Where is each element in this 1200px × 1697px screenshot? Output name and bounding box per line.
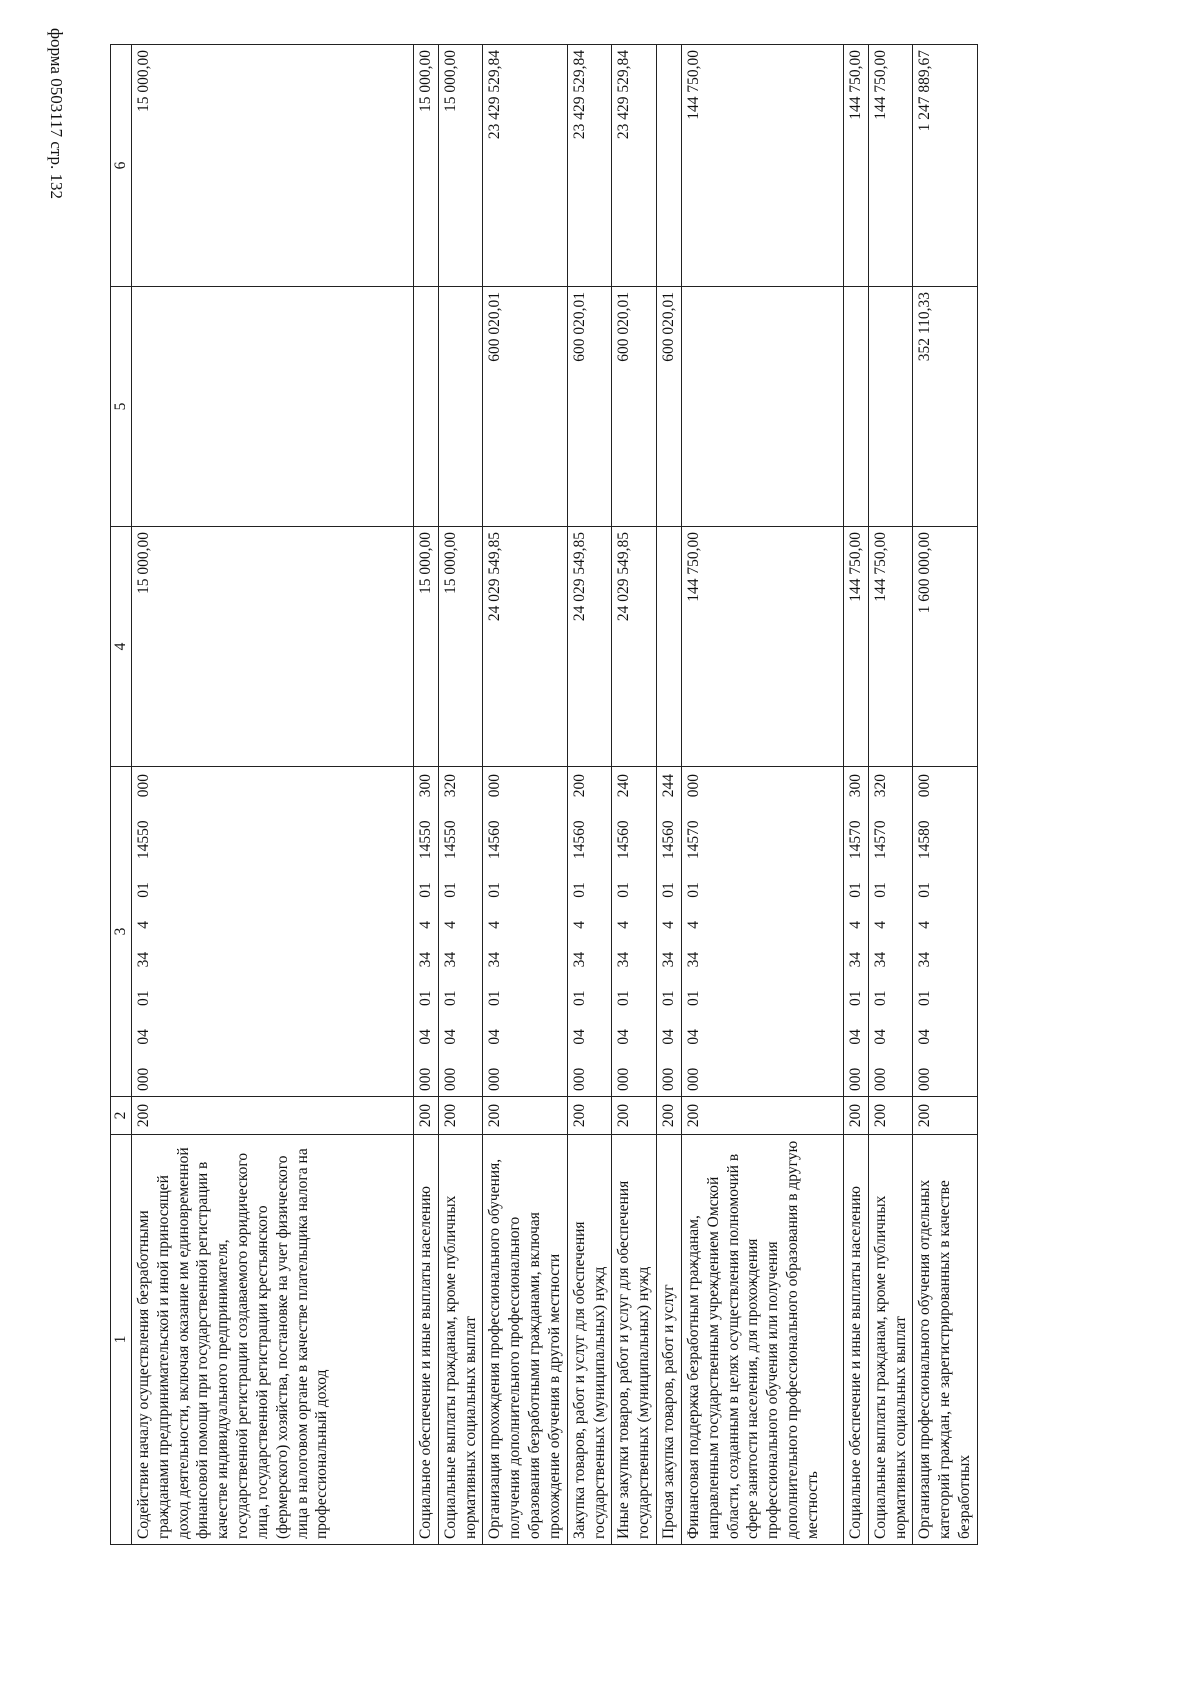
row-name: Организация прохождения профессионального обучения, получения дополнительного профессионального образования безработными гражданами, включая прохождение обучения в другой местности: [483, 1135, 567, 1545]
budget-table-wrapper: [110, 45, 1010, 1545]
classification-code-part: 244: [660, 774, 678, 798]
classification-code-part: 000: [486, 774, 504, 798]
classification-code-part: 320: [871, 774, 889, 798]
classification-code-part: 4: [846, 920, 864, 929]
classification-code-part: 240: [615, 774, 633, 798]
classification-code-part: 320: [441, 774, 459, 798]
classification-code-part: 34: [846, 951, 864, 968]
header-col-2: 2: [111, 1097, 132, 1135]
row-budget-classification: [438, 767, 483, 1097]
classification-code-part: 300: [846, 774, 864, 798]
classification-codes: [614, 772, 634, 1091]
classification-code-part: 04: [486, 1029, 504, 1045]
classification-code-part: 14570: [846, 820, 864, 860]
classification-code-part: 14580: [916, 820, 934, 860]
classification-code-part: 01: [441, 990, 459, 1006]
classification-codes: [915, 772, 935, 1091]
table-row: [868, 45, 913, 1545]
row-executed-amount: [438, 287, 483, 527]
row-line-code: 200: [567, 1097, 612, 1135]
classification-code-part: 01: [916, 990, 934, 1006]
row-executed-amount: 600 020,01: [657, 287, 682, 527]
classification-code-part: 000: [846, 1067, 864, 1091]
header-col-1: 1: [111, 1135, 132, 1545]
classification-code-part: 14560: [486, 820, 504, 860]
classification-code-part: 01: [417, 990, 434, 1006]
row-line-code: 200: [612, 1097, 657, 1135]
row-approved-amount: 24 029 549,85: [483, 527, 567, 767]
row-line-code: 200: [414, 1097, 439, 1135]
classification-code-part: 34: [684, 951, 702, 968]
classification-code-part: 14570: [684, 820, 702, 860]
classification-code-part: 01: [486, 882, 504, 898]
table-row: [612, 45, 657, 1545]
row-name: Финансовая поддержка безработным гражданам, направленным государственным учреждением Омской области, созданным в целях осуществления полномочий в сфере занятости населения, для прохождения профессионального обучения или получения дополнительного профессионального образования в другую местность: [681, 1135, 843, 1545]
table-row: [132, 45, 414, 1545]
row-name: Иные закупки товаров, работ и услуг для обеспечения государственных (муниципальных) нужд: [612, 1135, 657, 1545]
row-budget-classification: [414, 767, 439, 1097]
classification-code-part: 000: [660, 1067, 678, 1091]
row-unexecuted-amount: 23 429 529,84: [567, 45, 612, 287]
row-name: Прочая закупка товаров, работ и услуг: [657, 1135, 682, 1545]
row-approved-amount: 144 750,00: [868, 527, 913, 767]
row-executed-amount: [868, 287, 913, 527]
header-col-4: 4: [111, 527, 132, 767]
form-page-label: форма 0503117 стр. 132: [47, 28, 66, 199]
row-approved-amount: 15 000,00: [132, 527, 414, 767]
classification-code-part: 34: [916, 951, 934, 968]
classification-code-part: 01: [684, 990, 702, 1006]
row-budget-classification: [567, 767, 612, 1097]
classification-code-part: 000: [916, 774, 934, 798]
table-row: [438, 45, 483, 1545]
classification-code-part: 300: [417, 774, 434, 798]
classification-code-part: 01: [135, 882, 152, 898]
row-unexecuted-amount: 15 000,00: [438, 45, 483, 287]
classification-code-part: 04: [441, 1029, 459, 1045]
classification-code-part: 000: [615, 1067, 633, 1091]
classification-code-part: 4: [570, 920, 588, 929]
row-budget-classification: [612, 767, 657, 1097]
classification-code-part: 4: [684, 920, 702, 929]
classification-code-part: 000: [417, 1067, 434, 1091]
classification-codes: [570, 772, 590, 1091]
classification-code-part: 000: [684, 1067, 702, 1091]
classification-code-part: 14560: [570, 820, 588, 860]
classification-code-part: 000: [871, 1067, 889, 1091]
row-name: Социальное обеспечение и иные выплаты населению: [414, 1135, 439, 1545]
classification-code-part: 01: [660, 990, 678, 1006]
row-budget-classification: [657, 767, 682, 1097]
classification-code-part: 34: [441, 951, 459, 968]
classification-code-part: 000: [570, 1067, 588, 1091]
classification-codes: [441, 772, 461, 1091]
classification-code-part: 34: [871, 951, 889, 968]
row-approved-amount: 15 000,00: [438, 527, 483, 767]
row-approved-amount: 144 750,00: [681, 527, 843, 767]
classification-code-part: 01: [615, 990, 633, 1006]
classification-code-part: 4: [417, 920, 434, 929]
classification-code-part: 04: [660, 1029, 678, 1045]
classification-code-part: 04: [916, 1029, 934, 1045]
row-unexecuted-amount: 144 750,00: [681, 45, 843, 287]
header-row: [111, 45, 132, 1545]
classification-code-part: 34: [660, 951, 678, 968]
classification-code-part: 04: [871, 1029, 889, 1045]
row-line-code: 200: [868, 1097, 913, 1135]
row-unexecuted-amount: 15 000,00: [132, 45, 414, 287]
row-budget-classification: [913, 767, 977, 1097]
classification-code-part: 4: [135, 920, 152, 929]
classification-code-part: 200: [570, 774, 588, 798]
row-executed-amount: [132, 287, 414, 527]
row-approved-amount: 15 000,00: [414, 527, 439, 767]
row-unexecuted-amount: 15 000,00: [414, 45, 439, 287]
classification-code-part: 01: [846, 990, 864, 1006]
row-executed-amount: 600 020,01: [483, 287, 567, 527]
row-executed-amount: [681, 287, 843, 527]
row-executed-amount: [414, 287, 439, 527]
classification-code-part: 34: [417, 951, 434, 968]
row-unexecuted-amount: 1 247 889,67: [913, 45, 977, 287]
classification-code-part: 01: [871, 882, 889, 898]
classification-code-part: 14550: [417, 820, 434, 860]
row-approved-amount: 24 029 549,85: [567, 527, 612, 767]
classification-code-part: 34: [570, 951, 588, 968]
row-line-code: 200: [483, 1097, 567, 1135]
classification-code-part: 04: [615, 1029, 633, 1045]
classification-codes: [684, 772, 704, 1091]
classification-code-part: 01: [570, 990, 588, 1006]
table-row: [681, 45, 843, 1545]
row-name: Содействие началу осуществления безработными гражданами предпринимательской и иной приносящей доход деятельности, включая оказание им единовременной финансовой помощи при государственной регистрации в качестве индивидуального предпринимателя, государственной регистрации создаваемого юридического лица, государственной регистрации крестьянского (фермерского) хозяйства, постановке на учет физического лица в налоговом органе в качестве плательщика налога на профессиональный доход: [132, 1135, 414, 1545]
classification-code-part: 04: [570, 1029, 588, 1045]
table-row: [913, 45, 977, 1545]
classification-code-part: 01: [135, 990, 152, 1006]
row-budget-classification: [681, 767, 843, 1097]
header-col-6: 6: [111, 45, 132, 287]
row-name: Закупка товаров, работ и услуг для обеспечения государственных (муниципальных) нужд: [567, 1135, 612, 1545]
row-unexecuted-amount: 23 429 529,84: [612, 45, 657, 287]
row-line-code: 200: [438, 1097, 483, 1135]
classification-code-part: 34: [486, 951, 504, 968]
classification-code-part: 04: [417, 1029, 434, 1045]
classification-codes: [485, 772, 505, 1091]
classification-code-part: 14550: [441, 820, 459, 860]
classification-code-part: 000: [135, 1067, 152, 1091]
classification-code-part: 01: [615, 882, 633, 898]
row-unexecuted-amount: 144 750,00: [843, 45, 868, 287]
classification-code-part: 14560: [660, 820, 678, 860]
table-row: [414, 45, 439, 1545]
row-executed-amount: 600 020,01: [612, 287, 657, 527]
rotated-page: [110, 45, 1010, 1545]
classification-code-part: 000: [486, 1067, 504, 1091]
row-name: Социальные выплаты гражданам, кроме публичных нормативных социальных выплат: [438, 1135, 483, 1545]
row-budget-classification: [868, 767, 913, 1097]
classification-code-part: 04: [684, 1029, 702, 1045]
classification-code-part: 01: [684, 882, 702, 898]
classification-codes: [659, 772, 679, 1091]
budget-table: [110, 44, 978, 1545]
classification-code-part: 01: [417, 882, 434, 898]
row-line-code: 200: [913, 1097, 977, 1135]
row-budget-classification: [132, 767, 414, 1097]
table-row: [567, 45, 612, 1545]
row-approved-amount: 144 750,00: [843, 527, 868, 767]
classification-code-part: 01: [846, 882, 864, 898]
row-executed-amount: [843, 287, 868, 527]
table-row: [843, 45, 868, 1545]
row-approved-amount: 1 600 000,00: [913, 527, 977, 767]
classification-code-part: 04: [846, 1029, 864, 1045]
row-executed-amount: 352 110,33: [913, 287, 977, 527]
classification-code-part: 14550: [135, 820, 152, 860]
classification-code-part: 01: [871, 990, 889, 1006]
classification-code-part: 04: [135, 1029, 152, 1045]
classification-code-part: 01: [486, 990, 504, 1006]
classification-code-part: 01: [570, 882, 588, 898]
classification-code-part: 4: [486, 920, 504, 929]
classification-code-part: 01: [916, 882, 934, 898]
header-col-3: 3: [111, 767, 132, 1097]
row-name: Социальное обеспечение и иные выплаты населению: [843, 1135, 868, 1545]
row-line-code: 200: [843, 1097, 868, 1135]
classification-code-part: 01: [441, 882, 459, 898]
classification-codes: [846, 772, 866, 1091]
table-row: [483, 45, 567, 1545]
row-name: Социальные выплаты гражданам, кроме публичных нормативных социальных выплат: [868, 1135, 913, 1545]
classification-code-part: 000: [135, 774, 152, 798]
row-name: Организация профессионального обучения отдельных категорий граждан, не зарегистрированных в качестве безработных: [913, 1135, 977, 1545]
row-approved-amount: 24 029 549,85: [612, 527, 657, 767]
row-line-code: 200: [681, 1097, 843, 1135]
row-approved-amount: [657, 527, 682, 767]
classification-code-part: 34: [615, 951, 633, 968]
row-unexecuted-amount: 23 429 529,84: [483, 45, 567, 287]
row-unexecuted-amount: 144 750,00: [868, 45, 913, 287]
classification-code-part: 4: [660, 920, 678, 929]
classification-code-part: 000: [684, 774, 702, 798]
classification-code-part: 34: [135, 951, 152, 968]
row-line-code: 200: [657, 1097, 682, 1135]
classification-code-part: 14570: [871, 820, 889, 860]
classification-codes: [416, 772, 436, 1091]
classification-codes: [134, 772, 154, 1091]
row-executed-amount: 600 020,01: [567, 287, 612, 527]
classification-code-part: 14560: [615, 820, 633, 860]
classification-code-part: 4: [615, 920, 633, 929]
table-row: [657, 45, 682, 1545]
classification-codes: [871, 772, 891, 1091]
row-line-code: 200: [132, 1097, 414, 1135]
classification-code-part: 01: [660, 882, 678, 898]
classification-code-part: 4: [916, 920, 934, 929]
classification-code-part: 4: [871, 920, 889, 929]
row-unexecuted-amount: [657, 45, 682, 287]
classification-code-part: 000: [916, 1067, 934, 1091]
table-body: [132, 45, 978, 1545]
classification-code-part: 4: [441, 920, 459, 929]
row-budget-classification: [483, 767, 567, 1097]
header-col-5: 5: [111, 287, 132, 527]
classification-code-part: 000: [441, 1067, 459, 1091]
row-budget-classification: [843, 767, 868, 1097]
